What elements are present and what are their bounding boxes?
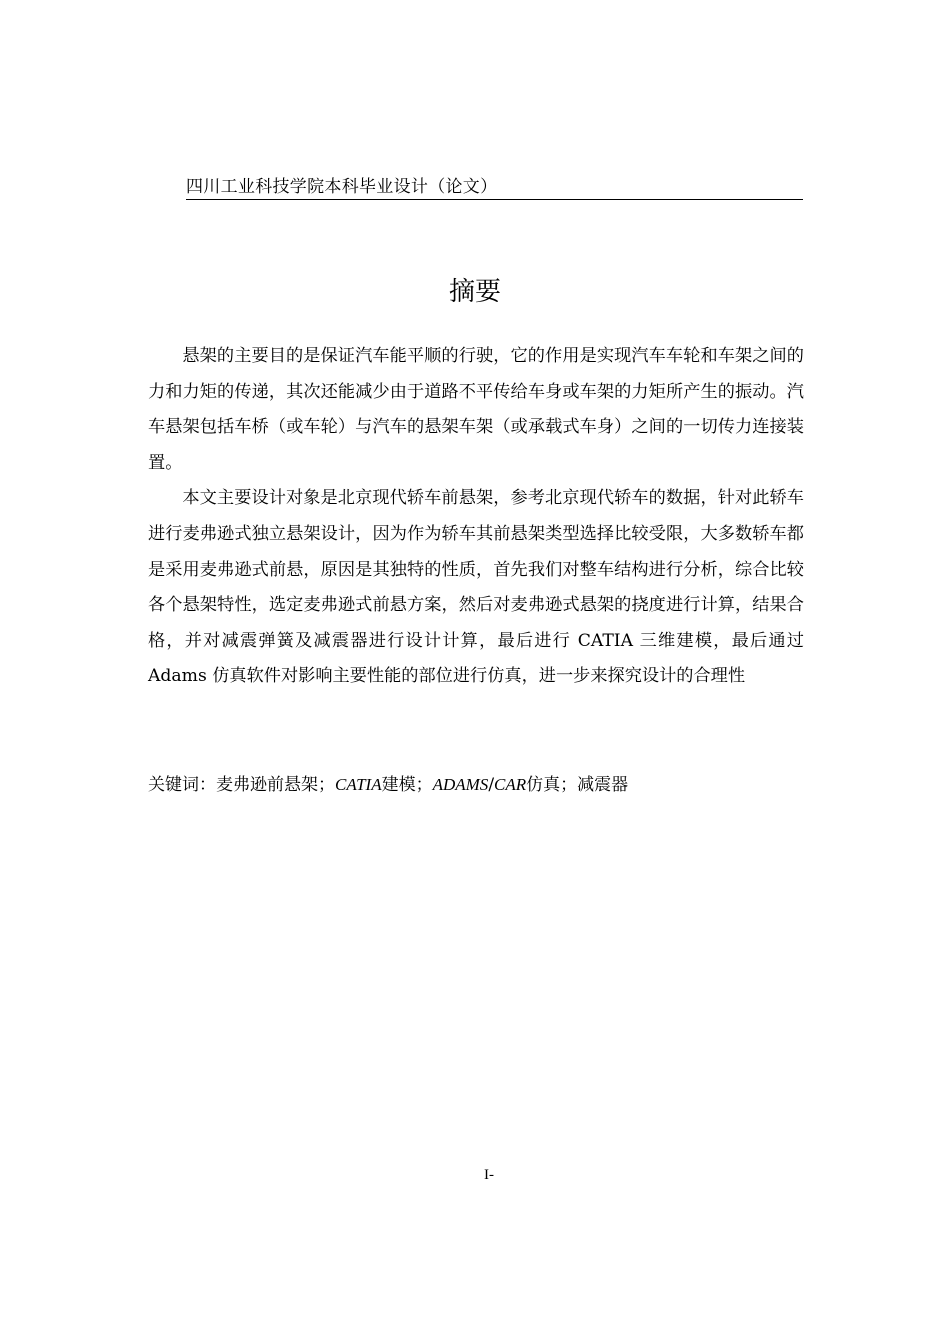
keyword-3-separator: /	[488, 775, 495, 795]
keyword-4: 减震器	[577, 775, 629, 795]
keyword-3-italic-2: CAR	[494, 775, 527, 794]
page-number: I-	[484, 1167, 494, 1183]
keywords-line	[148, 770, 628, 800]
keyword-3-italic: ADAMS	[432, 775, 489, 794]
page-header	[186, 170, 803, 200]
abstract-body	[148, 339, 804, 695]
abstract-paragraph-2: 本文主要设计对象是北京现代轿车前悬架，参考北京现代轿车的数据，针对此轿车进行麦弗逊式独立悬架设计，因为作为轿车其前悬架类型选择比较受限，大多数轿车都是采用麦弗逊式前悬，原因是其独特的性质，首先我们对整车结构进行分析，综合比较各个悬架特性，选定麦弗逊式前悬方案，然后对麦弗逊式悬架的挠度进行计算，结果合格，并对减震弹簧及减震器进行设计计算，最后进行 CATIA 三维建模，最后通过 Adams 仿真软件对影响主要性能的部位进行仿真，进一步来探究设计的合理性	[148, 488, 804, 687]
page-title: 摘要	[448, 277, 501, 307]
keyword-2-rest: 建模；	[381, 775, 433, 795]
header-title: 四川工业科技学院本科毕业设计（论文）	[186, 177, 498, 197]
keyword-1: 麦弗逊前悬架；	[216, 775, 335, 795]
abstract-paragraph-1: 悬架的主要目的是保证汽车能平顺的行驶，它的作用是实现汽车车轮和车架之间的力和力矩的传递，其次还能减少由于道路不平传给车身或车架的力矩所产生的振动。汽车悬架包括车桥（或车轮）与汽车的悬架车架（或承载式车身）之间的一切传力连接装置。	[148, 346, 804, 473]
keyword-3-rest: 仿真；	[526, 775, 578, 795]
keyword-2-italic: CATIA	[335, 775, 382, 794]
keywords-label: 关键词：	[148, 775, 216, 795]
